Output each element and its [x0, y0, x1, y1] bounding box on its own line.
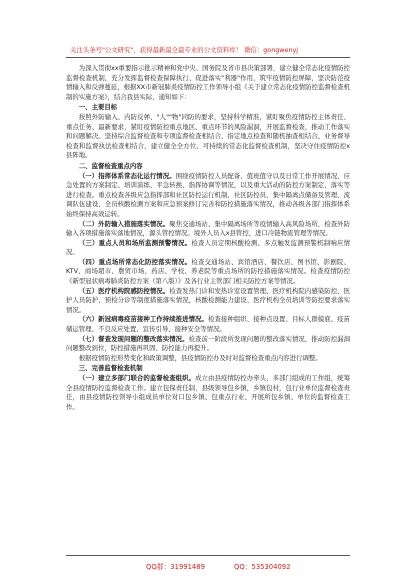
- paragraph-lead: （一）指挥体系常态化运行情况。: [78, 171, 176, 180]
- paragraph-text: 聚焦交通场站、集中隔离场所等疫情输入高风险场所，检查外防输入各项措施落实落地情况，源头管控情况。境外人员入x县管控，进口冷链物流管理等情况。: [66, 219, 351, 238]
- section-paragraph: [66, 239, 350, 258]
- section-paragraph: [66, 335, 350, 354]
- section-paragraph: [66, 354, 350, 364]
- paragraph-text: 成立由县疫情防控办牵头、多部门组成的工作组，统筹全县疫情防控监督检查工作。建立包保责任制，县级领导包乡镇，乡镇包村，包行业单位监督检查责任，由县疫情防控领导小组成员单位对口包乡镇、包重点行业、开展所包乡镇、单位的监督检查工作。: [66, 374, 351, 411]
- section-heading: 二、监督检查重点内容: [78, 161, 143, 170]
- header-notice: 关注头条号"公文研究"，获得最新最全最专业的公文资料库！ 微信：gongwenyj: [70, 46, 299, 54]
- paragraph-text: 检查发热门诊和发热诊室设置管理、医疗机构院内感染防控、医护人员防护、预检分诊等制度措施落实情况，核酸检测能力建设、医疗机构全员培训等防控要求落实情况。: [66, 286, 351, 314]
- header-divider: [66, 57, 350, 58]
- document-body: [66, 64, 350, 412]
- paragraph-lead: （五）医疗机构院感防控情况。: [78, 286, 170, 295]
- section-heading: 三、完善监督检查机制: [78, 364, 143, 373]
- section-paragraph: [66, 113, 350, 161]
- paragraph-text: 围绕疫情防控人员配备、值班值守以及日常工作开展情况，应急处置的方案制定、培训演练、平急转换、指挥协调等情况，以及重大活动的防控方案制定、落实等进行检查。重点检查各级应急指挥部和社区防控运行机制、社区防控员、集中隔离点储备及管理、流调队伍建设、全员核酸检测方案和应急预案修订完善和防控措施落实情况，推动各级各部门指挥体系始终保持高效运转。: [66, 171, 351, 218]
- paragraph-lead: （四）重点场所常态化防控落实情况。: [78, 257, 192, 266]
- paragraph-lead: （七）督查发现问题的整改落实情况。: [78, 334, 189, 343]
- paragraph-lead: （六）新冠病毒疫苗接种工作持续推进情况。: [78, 315, 208, 324]
- section-heading: 一、主要目标: [78, 103, 118, 112]
- section-paragraph: [66, 374, 350, 412]
- paragraph-lead: （一）建立多部门联合的监督检查组织。: [78, 374, 196, 382]
- footer-qq-group: QQ群：31991489: [146, 563, 205, 571]
- section-paragraph: [66, 220, 350, 239]
- paragraph-text: 按照外防输入、内防反弹、"人""物"同防的要求，坚持科学精准，紧盯聚焦疫情防控主体责任、重点任务、最新要求，紧盯疫情防控重点地区、重点环节的风险漏洞，开展监督检查，推动工作落实和问题解决。坚持综合监督检查和专项监督检查相结合、指定地点检查和随机抽查相结合、业务督导检查和监督执法检查相结合，建立健全全方位、可持续的常态化监督检查机制，坚决守住疫情防控x县阵地。: [66, 112, 350, 160]
- paragraph-text: 检查人员定期核酸检测、多点触发监测预警机制响应情况。: [66, 238, 351, 257]
- paragraph-text: 根据疫情防控形势变化和政策调整，县疫情防控办及时对监督检查重点内容进行调整。: [78, 353, 322, 362]
- section-paragraph: [66, 172, 350, 220]
- footer-divider: [66, 555, 350, 556]
- paragraph-lead: （二）外防输入措施落实情况。: [78, 219, 170, 228]
- paragraph-text: 检查交通场站、宾馆酒店、餐饮店、图书馆、影剧院、KTV、商场超市、農贸市场、药店、学校、养老院等重点场所的防控措施落实情况。检查疫情防控《新型冠状病毒肺炎防控方案（第八版）》及各行业主管部门相关防控方案等情况。: [66, 257, 351, 286]
- paragraph-lead: （三）重点人员和场所监测预警情况。: [78, 238, 192, 247]
- paragraph-text: 检查接种组织、接种点设置、目标人群摸底、疫苗储运管理、不良反应处置、宣传引导、接种安全等情况。: [66, 315, 351, 334]
- paragraph-text: 检查前一阶段所发现问题的整改落实情况，推动防控漏洞问题整改到位，防控措施再巩固、防控能力再提升。: [66, 334, 351, 353]
- section-paragraph: [66, 258, 350, 287]
- intro-paragraph: 为深入贯彻xx重要指示批示精神和党中央、国务院及省市县决策部署，建立健全常态化疫情防控监督检查机制，充分发挥监督检查保障执行、促进落实"利器"作用，筑牢疫情防控屏障，坚决防范疫情输入和反弹蔓延，根据XX市新冠肺炎疫情防控工作领导小组《关于建立常态化疫情防控监督检查机制的实施方案》，结合我县实际，通知如下：: [66, 64, 350, 101]
- section-paragraph: [66, 287, 350, 316]
- footer-qq: QQ：535304092: [234, 563, 291, 571]
- section-paragraph: [66, 315, 350, 334]
